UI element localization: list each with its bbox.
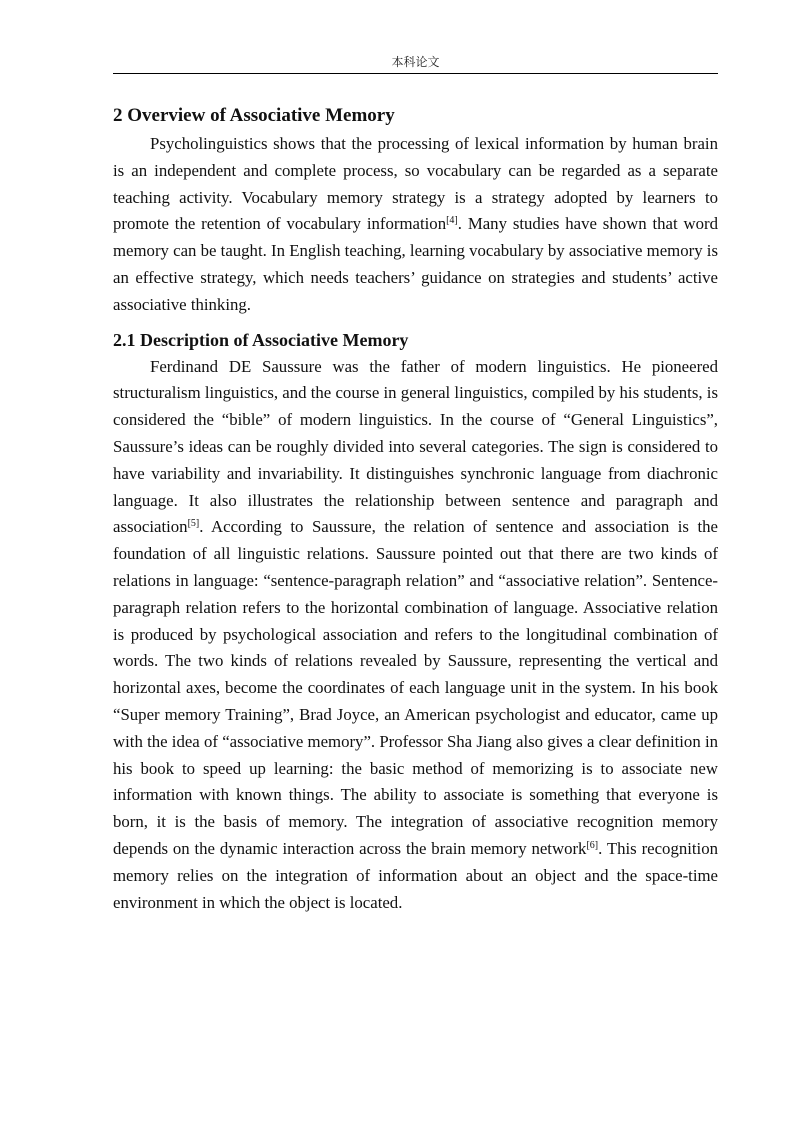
header-divider bbox=[113, 73, 718, 74]
paragraph-text: Ferdinand DE Saussure was the father of modern linguistics. He pioneered structuralism linguistics, and the course in general linguistics, compiled by his students, is considered the “bible” of modern linguistics. In the course of “General Linguistics”, Saussure’s ideas can be roughly divided into several categories. The sign is considered to have variability and invariability. It distinguishes synchronic language from diachronic language. It also illustrates the relationship between sentence and paragraph and association bbox=[113, 356, 718, 537]
paragraph-text: . According to Saussure, the relation of sentence and association is the foundation of all linguistic relations. Saussure pointed out that there are two kinds of relations in language: “sentence-paragraph relation” and “associative relation”. Sentence-paragraph relation refers to the horizontal combination of language. Associative relation is produced by psychological association and refers to the longitudinal combination of words. The two kinds of relations revealed by Saussure, representing the vertical and horizontal axes, become the coordinates of each language unit in the system. In his book “Super memory Training”, Brad Joyce, an American psychologist and educator, came up with the idea of “associative memory”. Professor Sha Jiang also gives a clear definition in his book to speed up learning: the basic method of memorizing is to associate new information with known things. The ability to associate is something that everyone is born, it is the basis of memory. The integration of associative recognition memory depends on the dynamic interaction across the brain memory network bbox=[113, 517, 718, 858]
running-header: 本科论文 bbox=[391, 55, 440, 69]
section-paragraph bbox=[113, 131, 718, 319]
paragraph-text: . This recognition memory relies on the integration of information about an object and the space-time environment in which the object is located. bbox=[113, 838, 718, 912]
main-content bbox=[113, 101, 718, 916]
citation-reference: [6] bbox=[586, 839, 599, 851]
section-heading: 2 Overview of Associative Memory bbox=[113, 105, 395, 126]
paragraph-text: Psycholinguistics shows that the processing of lexical information by human brain is an independent and complete process, so vocabulary can be regarded as a separate teaching activity. Vocabulary memory strategy is a strategy adopted by learners to promote the retention of vocabulary information bbox=[113, 134, 718, 234]
citation-reference: [4] bbox=[446, 215, 458, 227]
subsection-heading: 2.1 Description of Associative Memory bbox=[113, 329, 409, 350]
subsection-paragraph bbox=[113, 354, 718, 917]
paragraph-text: . Many studies have shown that word memory can be taught. In English teaching, learning vocabulary by associative memory is an effective strategy, which needs teachers’ guidance on strategies and students’ active associative thinking. bbox=[113, 214, 718, 314]
citation-reference: [5] bbox=[187, 518, 200, 530]
